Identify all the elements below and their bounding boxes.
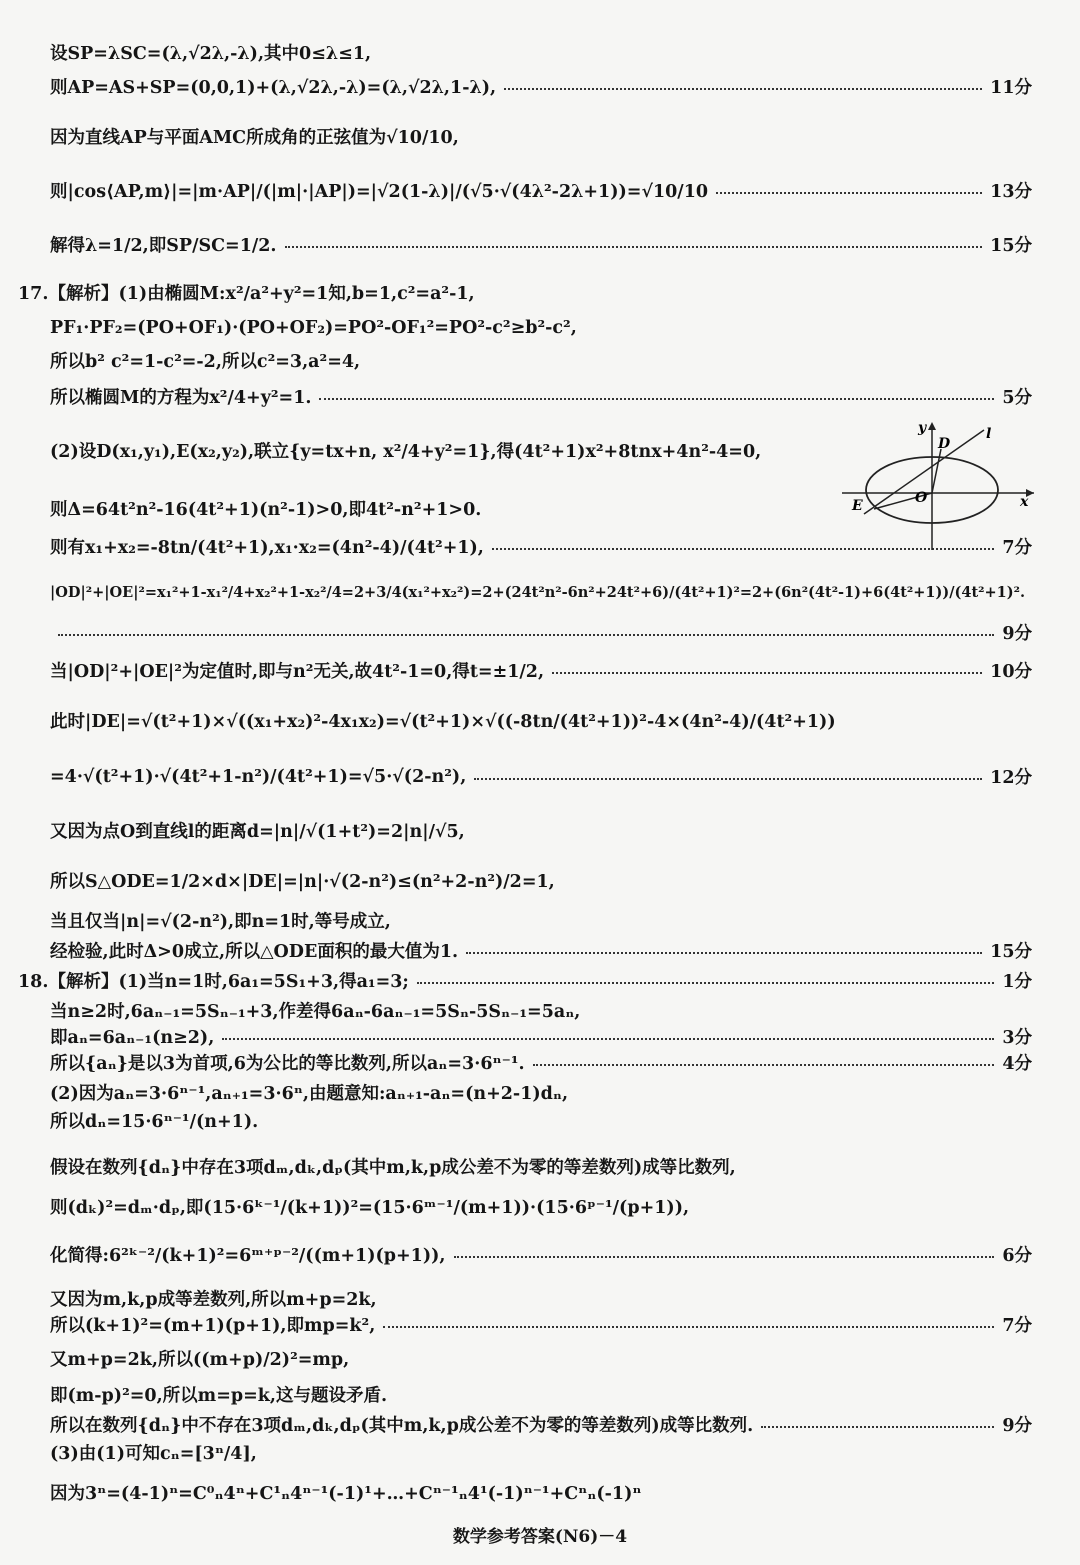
answer-line — [0, 1286, 1080, 1311]
line-l-label: l — [986, 426, 992, 442]
line-text: 则AP=AS+SP=(0,0,1)+(λ,√2λ,-λ)=(λ,√2λ,1-λ), — [50, 78, 497, 98]
score-mark: 10分 — [990, 662, 1032, 682]
line-text: 又因为点O到直线l的距离d=|n|/√(1+t²)=2|n|/√5, — [50, 822, 465, 842]
score-mark: 6分 — [1002, 1246, 1032, 1266]
line-text: 所以(k+1)²=(m+1)(p+1),即mp=k², — [50, 1316, 376, 1336]
score-mark: 7分 — [1002, 1316, 1032, 1336]
line-text: (2)设D(x₁,y₁),E(x₂,y₂),联立{y=tx+n, x²/4+y²=1},得(4t²+1)x²+8tnx+4n²-4=0, — [50, 442, 762, 462]
line-text: 即(m-p)²=0,所以m=p=k,这与题设矛盾. — [50, 1386, 388, 1406]
leader-dots — [417, 982, 994, 984]
answer-line — [0, 968, 1080, 993]
score-mark: 15分 — [990, 942, 1032, 962]
leader-dots — [504, 88, 982, 90]
leader-dots — [319, 398, 994, 400]
score-mark: 15分 — [990, 236, 1032, 256]
line-text: 经检验,此时Δ>0成立,所以△ODE面积的最大值为1. — [50, 942, 459, 962]
axis-y-label: y — [918, 420, 927, 436]
line-text: 所以在数列{dₙ}中不存在3项dₘ,dₖ,dₚ(其中m,k,p成公差不为零的等差数列)成等比数列. — [50, 1416, 754, 1436]
line-text: 所以椭圆M的方程为x²/4+y²=1. — [50, 388, 312, 408]
score-mark: 4分 — [1002, 1054, 1032, 1074]
line-text: 又因为m,k,p成等差数列,所以m+p=2k, — [50, 1290, 377, 1310]
page-footer: 数学参考答案(N6)－4 — [452, 1527, 628, 1547]
line-text: 则有x₁+x₂=-8tn/(4t²+1),x₁·x₂=(4n²-4)/(4t²+1), — [50, 538, 484, 558]
score-mark: 13分 — [990, 182, 1032, 202]
score-mark: 9分 — [1002, 1416, 1032, 1436]
answer-line — [0, 74, 1080, 99]
line-text: |OD|²+|OE|²=x₁²+1-x₁²/4+x₂²+1-x₂²/4=2+3/4(x₁²+x₂²)=2+(24t²n²-6n²+24t²+6)/(4t²+1)²=2+(6n²(4t²-1)+6(4t²+1))/(4t²+1)². — [50, 584, 1026, 601]
leader-dots — [761, 1426, 994, 1428]
leader-dots — [383, 1326, 994, 1328]
answer-line — [0, 708, 1080, 733]
answer-line — [0, 1382, 1080, 1407]
answer-line — [0, 1440, 1080, 1465]
answer-line — [0, 1108, 1080, 1133]
line-text: 当且仅当|n|=√(2-n²),即n=1时,等号成立, — [50, 912, 391, 932]
answer-line — [0, 1242, 1080, 1267]
leader-dots — [552, 672, 982, 674]
line-text: 当|OD|²+|OE|²为定值时,即与n²无关,故4t²-1=0,得t=±1/2, — [50, 662, 545, 682]
answer-line — [0, 438, 840, 463]
answer-line — [0, 232, 1080, 257]
line-text: =4·√(t²+1)·√(4t²+1-n²)/(4t²+1)=√5·√(2-n²), — [50, 766, 467, 787]
line-text: 所以dₙ=15·6ⁿ⁻¹/(n+1). — [50, 1112, 259, 1132]
leader-dots — [466, 952, 982, 954]
line-text: 当n≥2时,6aₙ₋₁=5Sₙ₋₁+3,作差得6aₙ-6aₙ₋₁=5Sₙ-5Sₙ₋₁=5aₙ, — [50, 1002, 581, 1022]
answer-line — [0, 124, 1080, 149]
score-mark: 7分 — [1002, 538, 1032, 558]
answer-line — [0, 1080, 1080, 1105]
line-text: 因为3ⁿ=(4-1)ⁿ=C⁰ₙ4ⁿ+C¹ₙ4ⁿ⁻¹(-1)¹+…+Cⁿ⁻¹ₙ4¹(-1)ⁿ⁻¹+Cⁿₙ(-1)ⁿ — [50, 1484, 642, 1504]
answer-line — [0, 818, 1080, 843]
line-text: 则Δ=64t²n²-16(4t²+1)(n²-1)>0,即4t²-n²+1>0. — [50, 500, 482, 520]
line-text: 即aₙ=6aₙ₋₁(n≥2), — [50, 1028, 215, 1048]
line-text: 化简得:6²ᵏ⁻²/(k+1)²=6ᵐ⁺ᵖ⁻²/((m+1)(p+1)), — [50, 1246, 446, 1266]
line-text: (3)由(1)可知cₙ=[3ⁿ/4], — [50, 1444, 257, 1464]
answer-line — [0, 620, 1080, 645]
answer-line — [0, 908, 1080, 933]
answer-line — [0, 584, 1080, 601]
line-text: 所以{aₙ}是以3为首项,6为公比的等比数列,所以aₙ=3·6ⁿ⁻¹. — [50, 1054, 525, 1074]
leader-dots — [285, 246, 983, 248]
score-mark: 12分 — [990, 768, 1032, 788]
answer-line — [0, 1312, 1080, 1337]
leader-dots — [533, 1064, 995, 1066]
answer-line — [0, 1024, 1080, 1049]
answer-line — [0, 318, 1080, 338]
answer-line — [0, 998, 1080, 1023]
score-mark: 9分 — [1002, 624, 1032, 644]
point-d-label: D — [938, 436, 951, 452]
answer-line — [0, 764, 1080, 789]
answer-line — [0, 938, 1080, 963]
line-text: 此时|DE|=√(t²+1)×√((x₁+x₂)²-4x₁x₂)=√(t²+1)×√((-8tn/(4t²+1))²-4×(4n²-4)/(4t²+1)) — [50, 712, 836, 732]
answer-line — [0, 280, 1080, 305]
axis-x-label: x — [1020, 494, 1029, 510]
line-text: 又m+p=2k,所以((m+p)/2)²=mp, — [50, 1350, 350, 1370]
line-text: 18.【解析】(1)当n=1时,6a₁=5S₁+3,得a₁=3; — [18, 972, 409, 992]
answer-line — [0, 1480, 1080, 1505]
line-text: 所以b² c²=1-c²=-2,所以c²=3,a²=4, — [50, 352, 361, 372]
origin-label: O — [915, 490, 928, 506]
leader-dots — [474, 778, 982, 780]
line-text: 17.【解析】(1)由椭圆M:x²/a²+y²=1知,b=1,c²=a²-1, — [18, 284, 475, 304]
answer-line — [0, 348, 1080, 373]
point-e-label: E — [852, 498, 863, 514]
answer-line — [0, 178, 1080, 203]
answer-line — [0, 658, 1080, 683]
answer-line — [0, 868, 1080, 893]
ellipse-diagram — [842, 418, 1038, 552]
score-mark: 1分 — [1002, 972, 1032, 992]
leader-dots — [58, 634, 994, 636]
leader-dots — [716, 192, 982, 194]
line-text: (2)因为aₙ=3·6ⁿ⁻¹,aₙ₊₁=3·6ⁿ,由题意知:aₙ₊₁-aₙ=(n+2-1)dₙ, — [50, 1084, 569, 1104]
line-text: 设SP=λSC=(λ,√2λ,-λ),其中0≤λ≤1, — [50, 44, 372, 64]
score-mark: 5分 — [1002, 388, 1032, 408]
line-text: 因为直线AP与平面AMC所成角的正弦值为√10/10, — [50, 128, 459, 148]
answer-line — [0, 1346, 1080, 1371]
score-mark: 11分 — [990, 78, 1032, 98]
line-text: 所以S△ODE=1/2×d×|DE|=|n|·√(2-n²)≤(n²+2-n²)/2=1, — [50, 872, 555, 892]
answer-line — [0, 1050, 1080, 1075]
leader-dots — [454, 1256, 995, 1258]
answer-line — [0, 384, 1080, 409]
score-mark: 3分 — [1002, 1028, 1032, 1048]
line-text: 则(dₖ)²=dₘ·dₚ,即(15·6ᵏ⁻¹/(k+1))²=(15·6ᵐ⁻¹/(m+1))·(15·6ᵖ⁻¹/(p+1)), — [50, 1198, 690, 1218]
line-text: 则|cos⟨AP,m⟩|=|m·AP|/(|m|·|AP|)=|√2(1-λ)|/(√5·√(4λ²-2λ+1))=√10/10 — [50, 182, 709, 202]
line-text: PF₁·PF₂=(PO+OF₁)·(PO+OF₂)=PO²-OF₁²=PO²-c²≥b²-c², — [50, 318, 577, 338]
answer-line — [0, 40, 1080, 65]
answer-line — [0, 1412, 1080, 1437]
answer-line — [0, 1194, 1080, 1219]
line-text: 假设在数列{dₙ}中存在3项dₘ,dₖ,dₚ(其中m,k,p成公差不为零的等差数列)成等比数列, — [50, 1158, 736, 1178]
answer-line — [0, 1154, 1080, 1179]
leader-dots — [222, 1038, 994, 1040]
line-text: 解得λ=1/2,即SP/SC=1/2. — [50, 236, 277, 256]
